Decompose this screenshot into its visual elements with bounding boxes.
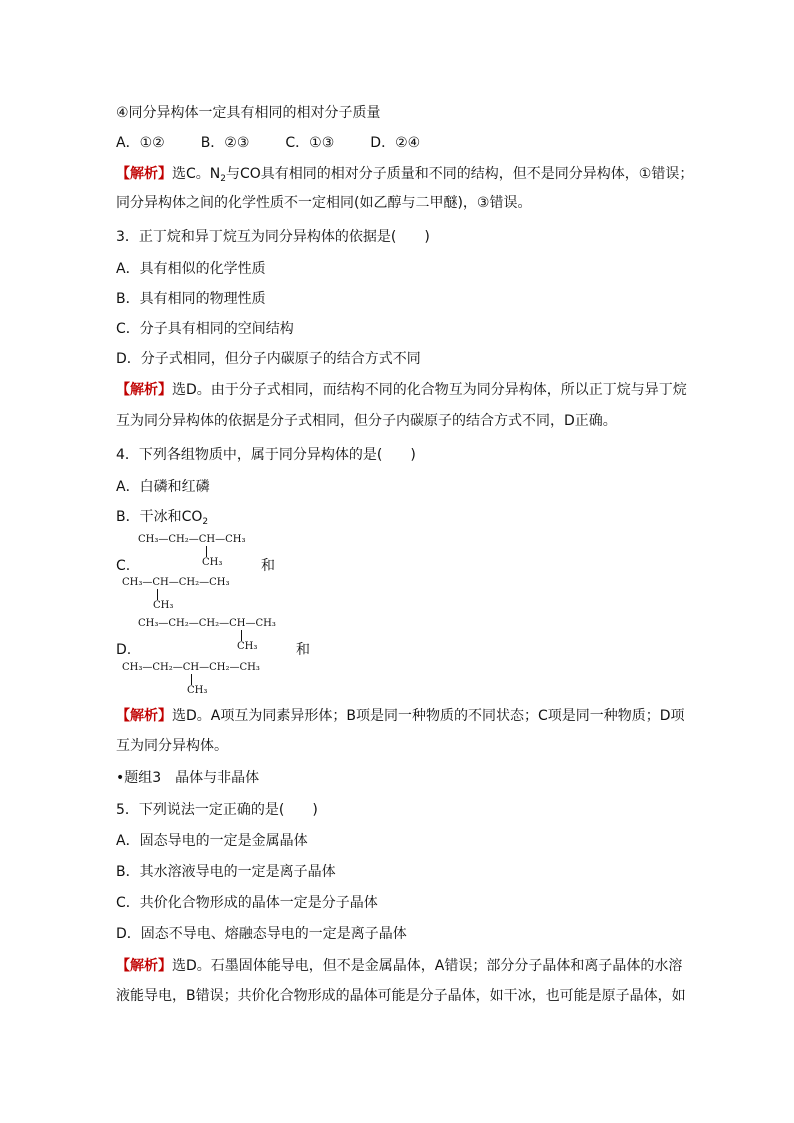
q4-option-b: [116, 507, 208, 532]
q4-answer-line1: [116, 706, 685, 726]
q3-stem: 3．正丁烷和异丁烷互为同分异构体的依据是( ): [116, 229, 430, 245]
q5-option-c: C．共价化合物形成的晶体一定是分子晶体: [116, 895, 378, 911]
bond-line: [191, 674, 192, 685]
q3-answer-line2: 互为同分异构体的依据是分子式相同，但分子内碳原子的结合方式不同，D正确。: [116, 413, 617, 429]
option-text: B．干冰和CO: [116, 509, 203, 525]
q3-option-a: A．具有相似的化学性质: [116, 261, 266, 277]
option-a: A．①②: [116, 135, 165, 151]
q3-option-c: C．分子具有相同的空间结构: [116, 321, 294, 337]
q5-stem: 5．下列说法一定正确的是( ): [116, 802, 318, 818]
q2-answer-line2: 同分异构体之间的化学性质不一定相同(如乙醇与二甲醚)，③错误。: [116, 195, 532, 211]
q5-answer-line1: [116, 956, 682, 976]
q2-answer-line1: [116, 164, 693, 189]
answer-text: 与CO具有相同的相对分子质量和不同的结构，但不是同分异构体，①错误；: [225, 166, 694, 182]
d-structure-1-branch: CH₃: [237, 641, 258, 652]
q4-option-a: A．白磷和红磷: [116, 479, 210, 495]
q5-option-d: D．固态不导电、熔融态导电的一定是离子晶体: [116, 926, 407, 942]
q5-option-b: B．其水溶液导电的一定是离子晶体: [116, 864, 336, 880]
c-structure-2-chain: CH₃—CH—CH₂—CH₃: [122, 577, 230, 588]
c-structure-2-branch: CH₃: [153, 600, 174, 611]
q4-option-d-label: D.: [116, 642, 132, 658]
analysis-tag: 【解析】: [116, 958, 172, 974]
q3-answer-line1: [116, 380, 687, 400]
c-structure-1-chain: CH₃—CH₂—CH—CH₃: [138, 534, 246, 545]
q5-option-a: A．固态导电的一定是金属晶体: [116, 833, 308, 849]
answer-text: 选D。A项互为同素异形体；B项是同一种物质的不同状态；C项是同一种物质；D项: [172, 708, 685, 724]
q2-options: [116, 133, 420, 153]
answer-text: 选D。石墨固体能导电，但不是金属晶体，A错误；部分分子晶体和离子晶体的水溶: [172, 958, 683, 974]
and-word: 和: [261, 558, 275, 574]
q4-answer-line2: 互为同分异构体。: [116, 738, 228, 754]
subscript: 2: [202, 517, 209, 527]
d-structure-2-chain: CH₃—CH₂—CH—CH₂—CH₃: [122, 662, 260, 673]
option-b: B．②③: [200, 135, 250, 151]
bond-line: [241, 630, 242, 641]
d-structure-1-chain: CH₃—CH₂—CH₂—CH—CH₃: [138, 618, 276, 629]
bond-line: [157, 589, 158, 600]
answer-text: 选D。由于分子式相同，而结构不同的化合物互为同分异构体，所以正丁烷与异丁烷: [172, 382, 687, 398]
bond-line: [206, 546, 207, 557]
section-title: •题组3 晶体与非晶体: [116, 770, 260, 786]
q5-answer-line2: 液能导电，B错误；共价化合物形成的晶体可能是分子晶体，如干冰，也可能是原子晶体，如: [116, 988, 686, 1004]
option-d: D．②④: [370, 135, 421, 151]
analysis-tag: 【解析】: [116, 382, 172, 398]
q3-option-b: B．具有相同的物理性质: [116, 291, 266, 307]
q4-stem: 4．下列各组物质中，属于同分异构体的是( ): [116, 447, 416, 463]
d-structure-2-branch: CH₃: [187, 685, 208, 696]
q4-option-c-label: C.: [116, 558, 131, 574]
answer-text: 选C。N: [172, 166, 221, 182]
analysis-tag: 【解析】: [116, 166, 172, 182]
analysis-tag: 【解析】: [116, 708, 172, 724]
subscript: 2: [220, 174, 226, 184]
q3-option-d: D．分子式相同，但分子内碳原子的结合方式不同: [116, 351, 421, 367]
c-structure-1-branch: CH₃: [202, 557, 223, 568]
statement-4: ④同分异构体一定具有相同的相对分子质量: [116, 105, 381, 121]
option-c: C．①③: [285, 135, 335, 151]
and-word: 和: [296, 642, 310, 658]
